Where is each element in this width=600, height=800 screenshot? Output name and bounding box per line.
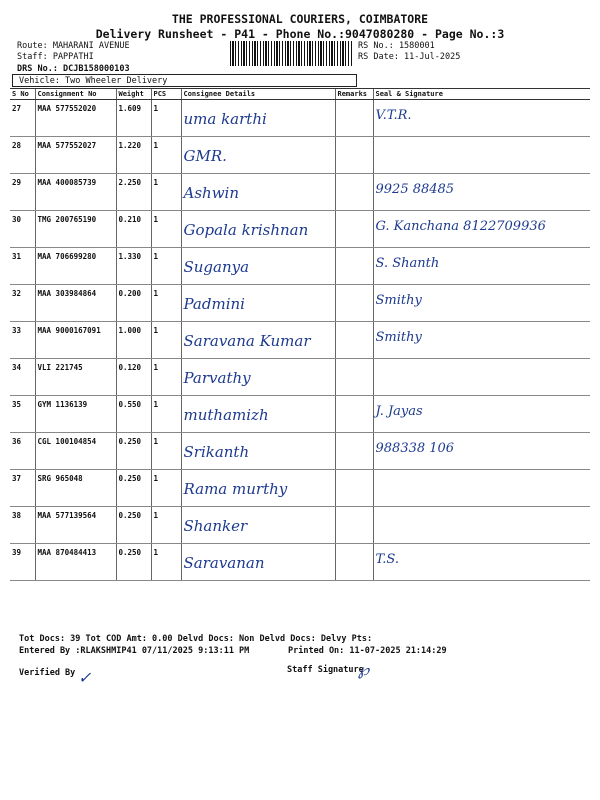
runsheet-table	[10, 88, 590, 581]
row-remarks-cell	[335, 507, 373, 544]
row-weight: 1.000	[118, 326, 142, 335]
rs-date: RS Date: 11-Jul-2025	[358, 52, 461, 62]
row-sno-cell	[10, 285, 35, 322]
row-pcs: 1	[153, 104, 159, 113]
row-consignment-no: MAA 870484413	[37, 548, 97, 557]
row-pcs-cell	[151, 285, 181, 322]
row-weight-cell	[116, 174, 151, 211]
row-sno-cell	[10, 544, 35, 581]
row-sno-cell	[10, 470, 35, 507]
row-pcs-cell	[151, 544, 181, 581]
row-signature-cell	[373, 211, 590, 248]
verified-signature-mark: ✓	[78, 668, 92, 687]
row-weight: 1.609	[118, 104, 142, 113]
row-consignee-cell	[181, 396, 335, 433]
table-row	[10, 137, 590, 174]
runsheet-subtitle: Delivery Runsheet - P41 - Phone No.:9047080280 - Page No.:3	[95, 27, 505, 41]
row-remarks-cell	[335, 174, 373, 211]
row-sno-cell	[10, 359, 35, 396]
row-consignee: GMR.	[183, 147, 227, 165]
table-row	[10, 285, 590, 322]
row-weight: 2.250	[118, 178, 142, 187]
row-signature-cell	[373, 322, 590, 359]
row-remarks-cell	[335, 544, 373, 581]
row-consignee-cell	[181, 137, 335, 174]
row-sno-cell	[10, 174, 35, 211]
row-pcs: 1	[153, 511, 159, 520]
row-signature: V.T.R.	[375, 108, 412, 123]
row-consignee: Saravana Kumar	[183, 332, 311, 350]
row-consignment-no-cell	[35, 359, 116, 396]
row-consignee: Ashwin	[183, 184, 239, 202]
col-consignee: Consignee Details	[181, 89, 335, 100]
row-weight: 0.210	[118, 215, 142, 224]
row-sno: 34	[12, 363, 22, 372]
rs-number: RS No.: 1580001	[358, 41, 435, 51]
table-row	[10, 174, 590, 211]
row-pcs-cell	[151, 100, 181, 137]
row-signature: S. Shanth	[375, 256, 440, 271]
row-remarks-cell	[335, 359, 373, 396]
col-remarks: Remarks	[335, 89, 373, 100]
row-pcs-cell	[151, 248, 181, 285]
row-remarks-cell	[335, 248, 373, 285]
row-signature-cell	[373, 359, 590, 396]
row-remarks-cell	[335, 470, 373, 507]
table-row	[10, 100, 590, 137]
table-row	[10, 248, 590, 285]
table-row	[10, 470, 590, 507]
row-weight-cell	[116, 322, 151, 359]
row-pcs-cell	[151, 322, 181, 359]
row-signature-cell	[373, 433, 590, 470]
row-consignment-no-cell	[35, 100, 116, 137]
staff-label: Staff: PAPPATHI	[17, 52, 94, 62]
row-weight: 0.550	[118, 400, 142, 409]
row-weight-cell	[116, 470, 151, 507]
row-consignment-no: GYM 1136139	[37, 400, 88, 409]
row-pcs: 1	[153, 400, 159, 409]
row-weight: 0.250	[118, 511, 142, 520]
row-consignment-no: MAA 303984864	[37, 289, 97, 298]
col-pcs: PCS	[151, 89, 181, 100]
row-consignee: Shanker	[183, 517, 248, 535]
row-remarks-cell	[335, 433, 373, 470]
row-pcs: 1	[153, 474, 159, 483]
row-weight-cell	[116, 137, 151, 174]
company-title: THE PROFESSIONAL COURIERS, COIMBATORE	[171, 12, 429, 26]
staff-signature-mark: ℘	[358, 660, 370, 679]
row-weight-cell	[116, 544, 151, 581]
row-weight-cell	[116, 285, 151, 322]
row-signature: Smithy	[375, 330, 422, 345]
row-consignment-no: MAA 9000167091	[37, 326, 101, 335]
col-sno: S No	[10, 89, 35, 100]
row-consignee: Gopala krishnan	[183, 221, 309, 239]
row-weight-cell	[116, 396, 151, 433]
row-pcs-cell	[151, 359, 181, 396]
row-weight: 0.200	[118, 289, 142, 298]
col-signature: Seal & Signature	[373, 89, 590, 100]
row-remarks-cell	[335, 137, 373, 174]
row-signature-cell	[373, 507, 590, 544]
row-consignment-no-cell	[35, 544, 116, 581]
row-pcs-cell	[151, 174, 181, 211]
row-signature: J. Jayas	[375, 404, 423, 419]
row-consignment-no-cell	[35, 433, 116, 470]
row-consignee-cell	[181, 322, 335, 359]
row-consignee-cell	[181, 470, 335, 507]
row-signature-cell	[373, 396, 590, 433]
row-signature: Smithy	[375, 293, 422, 308]
row-weight-cell	[116, 100, 151, 137]
row-consignee: Padmini	[183, 295, 245, 313]
col-consignment: Consignment No	[35, 89, 116, 100]
row-consignee: Srikanth	[183, 443, 250, 461]
row-consignment-no: CGL 100104854	[37, 437, 97, 446]
row-sno-cell	[10, 433, 35, 470]
row-consignment-no-cell	[35, 137, 116, 174]
row-sno: 32	[12, 289, 22, 298]
row-consignee-cell	[181, 248, 335, 285]
row-sno-cell	[10, 211, 35, 248]
table-row	[10, 396, 590, 433]
row-consignment-no: MAA 577552020	[37, 104, 97, 113]
row-pcs-cell	[151, 211, 181, 248]
totals-line: Tot Docs: 39 Tot COD Amt: 0.00 Delvd Docs: Non Delvd Docs: Delvy Pts:	[19, 634, 373, 644]
row-pcs: 1	[153, 141, 159, 150]
row-remarks-cell	[335, 322, 373, 359]
row-weight-cell	[116, 507, 151, 544]
row-consignment-no: MAA 577552027	[37, 141, 97, 150]
row-sno: 38	[12, 511, 22, 520]
staff-signature: Staff Signature	[287, 665, 364, 675]
table-row	[10, 322, 590, 359]
row-consignee: uma karthi	[183, 110, 267, 128]
row-consignment-no-cell	[35, 507, 116, 544]
row-sno: 31	[12, 252, 22, 261]
row-weight-cell	[116, 433, 151, 470]
row-remarks-cell	[335, 100, 373, 137]
row-consignee-cell	[181, 544, 335, 581]
row-weight-cell	[116, 211, 151, 248]
row-pcs-cell	[151, 137, 181, 174]
row-consignee-cell	[181, 211, 335, 248]
table-row	[10, 544, 590, 581]
row-consignee: muthamizh	[183, 406, 269, 424]
row-sno: 39	[12, 548, 22, 557]
row-consignment-no-cell	[35, 248, 116, 285]
row-pcs: 1	[153, 437, 159, 446]
row-consignee: Suganya	[183, 258, 250, 276]
row-consignment-no-cell	[35, 322, 116, 359]
row-signature-cell	[373, 470, 590, 507]
row-pcs-cell	[151, 433, 181, 470]
table-row	[10, 433, 590, 470]
row-weight: 0.250	[118, 548, 142, 557]
row-weight-cell	[116, 359, 151, 396]
row-consignment-no-cell	[35, 285, 116, 322]
verified-by: Verified By	[19, 668, 76, 678]
row-sno: 29	[12, 178, 22, 187]
route-label: Route: MAHARANI AVENUE	[17, 41, 130, 51]
row-pcs: 1	[153, 326, 159, 335]
row-consignment-no: SRG 965048	[37, 474, 83, 483]
row-sno-cell	[10, 248, 35, 285]
row-consignment-no-cell	[35, 470, 116, 507]
row-consignee: Parvathy	[183, 369, 251, 387]
vehicle-label: Vehicle: Two Wheeler Delivery	[12, 74, 357, 87]
row-pcs-cell	[151, 470, 181, 507]
row-pcs-cell	[151, 507, 181, 544]
row-remarks-cell	[335, 396, 373, 433]
row-consignee-cell	[181, 174, 335, 211]
row-signature: 9925 88485	[375, 182, 455, 197]
row-signature: T.S.	[375, 552, 399, 567]
row-signature-cell	[373, 100, 590, 137]
row-consignment-no: MAA 577139564	[37, 511, 97, 520]
row-signature-cell	[373, 174, 590, 211]
row-pcs: 1	[153, 215, 159, 224]
row-consignee: Rama murthy	[183, 480, 288, 498]
row-sno-cell	[10, 100, 35, 137]
row-consignee-cell	[181, 359, 335, 396]
row-pcs: 1	[153, 289, 159, 298]
row-signature-cell	[373, 137, 590, 174]
row-signature-cell	[373, 285, 590, 322]
row-signature-cell	[373, 544, 590, 581]
row-pcs: 1	[153, 363, 159, 372]
row-sno: 33	[12, 326, 22, 335]
col-weight: Weight	[116, 89, 151, 100]
row-sno: 37	[12, 474, 22, 483]
row-weight: 1.330	[118, 252, 142, 261]
row-consignee: Saravanan	[183, 554, 265, 572]
table-row	[10, 507, 590, 544]
row-consignment-no: VLI 221745	[37, 363, 83, 372]
row-pcs: 1	[153, 178, 159, 187]
drs-number: DRS No.: DCJB158000103	[17, 64, 130, 74]
row-consignee-cell	[181, 285, 335, 322]
row-sno-cell	[10, 137, 35, 174]
row-remarks-cell	[335, 211, 373, 248]
row-sno: 28	[12, 141, 22, 150]
row-consignment-no: MAA 400085739	[37, 178, 97, 187]
table-header-row	[10, 89, 590, 100]
row-sno: 35	[12, 400, 22, 409]
row-sno: 30	[12, 215, 22, 224]
row-signature: G. Kanchana 8122709936	[375, 219, 546, 234]
row-signature: 988338 106	[375, 441, 455, 456]
entered-by: Entered By :RLAKSHMIP41 07/11/2025 9:13:11 PM	[19, 646, 250, 656]
row-sno-cell	[10, 322, 35, 359]
row-sno-cell	[10, 396, 35, 433]
barcode	[230, 41, 352, 66]
row-weight-cell	[116, 248, 151, 285]
table-row	[10, 211, 590, 248]
row-consignment-no: TMG 200765190	[37, 215, 97, 224]
table-row	[10, 359, 590, 396]
row-signature-cell	[373, 248, 590, 285]
row-consignee-cell	[181, 507, 335, 544]
row-remarks-cell	[335, 285, 373, 322]
row-consignee-cell	[181, 100, 335, 137]
row-consignment-no-cell	[35, 396, 116, 433]
row-sno: 27	[12, 104, 22, 113]
row-pcs: 1	[153, 548, 159, 557]
row-weight: 1.220	[118, 141, 142, 150]
row-consignment-no-cell	[35, 211, 116, 248]
row-weight: 0.250	[118, 437, 142, 446]
row-sno-cell	[10, 507, 35, 544]
row-sno: 36	[12, 437, 22, 446]
row-weight: 0.120	[118, 363, 142, 372]
row-consignment-no-cell	[35, 174, 116, 211]
row-consignee-cell	[181, 433, 335, 470]
row-pcs-cell	[151, 396, 181, 433]
row-pcs: 1	[153, 252, 159, 261]
printed-on: Printed On: 11-07-2025 21:14:29	[288, 646, 447, 656]
row-weight: 0.250	[118, 474, 142, 483]
row-consignment-no: MAA 706699280	[37, 252, 97, 261]
